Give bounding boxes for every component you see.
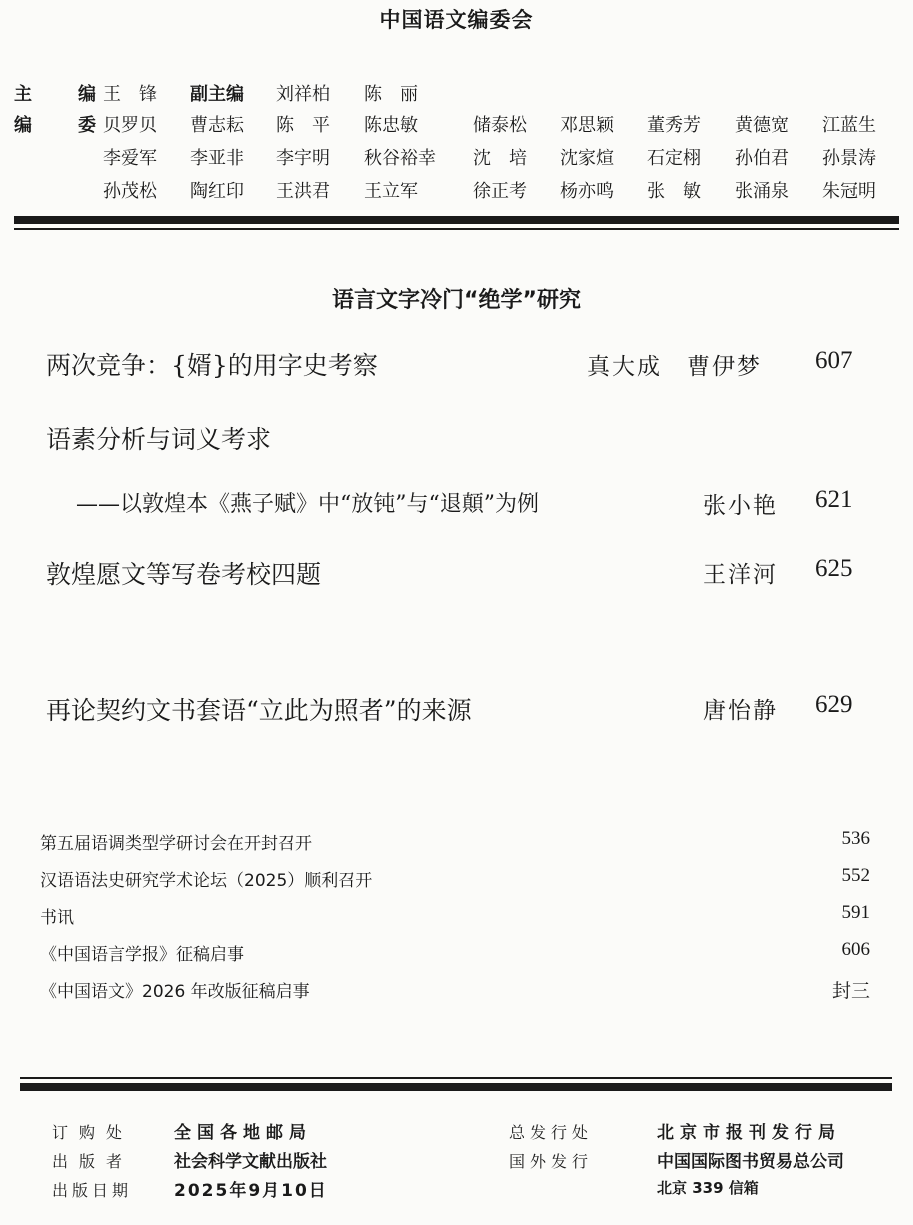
committee-member: 曹志耘 [190,115,244,136]
news-page: 606 [841,939,870,960]
news-title[interactable]: 《中国语文》2026 年改版征稿启事 [40,982,310,1002]
publisher-label: 出版者 [52,1152,134,1171]
news-page: 封三 [831,981,870,1002]
committee-member: 江蓝生 [822,115,876,136]
divider-thick [20,1083,892,1091]
committee-member: 沈 培 [473,148,527,169]
article-page[interactable]: 621 [815,486,853,513]
article-authors: 张小艳 [703,493,778,519]
date-label: 出版日期 [52,1181,133,1200]
committee-member: 黄德宽 [735,115,789,136]
committee-member: 沈家煊 [560,148,614,169]
article-title[interactable]: 语素分析与词义考求 [46,425,272,454]
publisher-value: 社会科学文献出版社 [174,1152,327,1172]
overseas-value: 中国国际图书贸易总公司 [657,1152,844,1172]
distributor-label: 总发行处 [509,1123,594,1142]
committee-member: 徐正考 [473,181,527,202]
section-title: 语言文字冷门“绝学”研究 [332,288,581,313]
deputy-name: 刘祥柏 [276,84,330,105]
committee-member: 李宇明 [276,148,330,169]
distributor-value: 北京市报刊发行局 [657,1123,841,1143]
committee-member: 孙茂松 [103,181,157,202]
committee-member: 朱冠明 [822,181,876,202]
overseas-label: 国外发行 [509,1152,594,1171]
committee-member: 王立军 [364,181,418,202]
committee-member: 孙伯君 [735,148,789,169]
news-page: 536 [841,828,870,849]
article-page[interactable]: 629 [815,691,853,718]
date-value: 2025年9月10日 [174,1181,328,1201]
article-subtitle: ——以敦煌本《燕子赋》中“放钝”与“退顛”为例 [76,492,539,517]
committee-member: 陈忠敏 [364,115,418,136]
deputy-label: 副主编 [190,84,244,105]
members-label: 编 委 [14,115,110,136]
committee-member: 储泰松 [473,115,527,136]
divider-thin [20,1077,892,1079]
article-page[interactable]: 607 [815,347,853,374]
committee-member: 杨亦鸣 [560,181,614,202]
article-authors: 真大成 曹伊梦 [587,354,762,380]
news-title[interactable]: 汉语语法史研究学术论坛（2025）顺利召开 [40,871,373,891]
divider-thin [14,228,899,230]
article-title[interactable]: 再论契约文书套语“立此为照者”的来源 [46,696,472,725]
committee-member: 王洪君 [276,181,330,202]
news-title[interactable]: 第五届语调类型学研讨会在开封召开 [40,834,312,854]
article-authors: 王洋河 [703,562,778,588]
committee-member: 陈 平 [276,115,330,136]
subscribe-value: 全国各地邮局 [174,1123,312,1143]
committee-member: 邓思颖 [560,115,614,136]
subscribe-label: 订购处 [52,1123,134,1142]
news-title[interactable]: 《中国语言学报》征稿启事 [40,945,244,965]
committee-member: 孙景涛 [822,148,876,169]
article-page[interactable]: 625 [815,555,853,582]
deputy-name: 陈 丽 [364,84,418,105]
mailbox: 北京 339 信箱 [657,1179,759,1197]
news-page: 552 [841,865,870,886]
editor-name: 王 锋 [103,84,157,105]
committee-title: 中国语文编委会 [379,8,534,32]
committee-member: 陶红印 [190,181,244,202]
divider-thick [14,216,899,224]
committee-member: 李爱军 [103,148,157,169]
news-title[interactable]: 书讯 [40,908,74,928]
news-page: 591 [841,902,870,923]
article-title[interactable]: 敦煌愿文等写卷考校四题 [46,560,322,589]
article-title[interactable]: 两次竞争：{婿}的用字史考察 [46,351,378,380]
committee-member: 贝罗贝 [103,115,157,136]
committee-member: 张 敏 [647,181,701,202]
editor-label: 主 编 [14,84,110,105]
committee-member: 秋谷裕幸 [364,148,436,169]
committee-member: 石定栩 [647,148,701,169]
committee-member: 董秀芳 [647,115,701,136]
article-authors: 唐怡静 [703,698,778,724]
committee-member: 张涌泉 [735,181,789,202]
committee-member: 李亚非 [190,148,244,169]
